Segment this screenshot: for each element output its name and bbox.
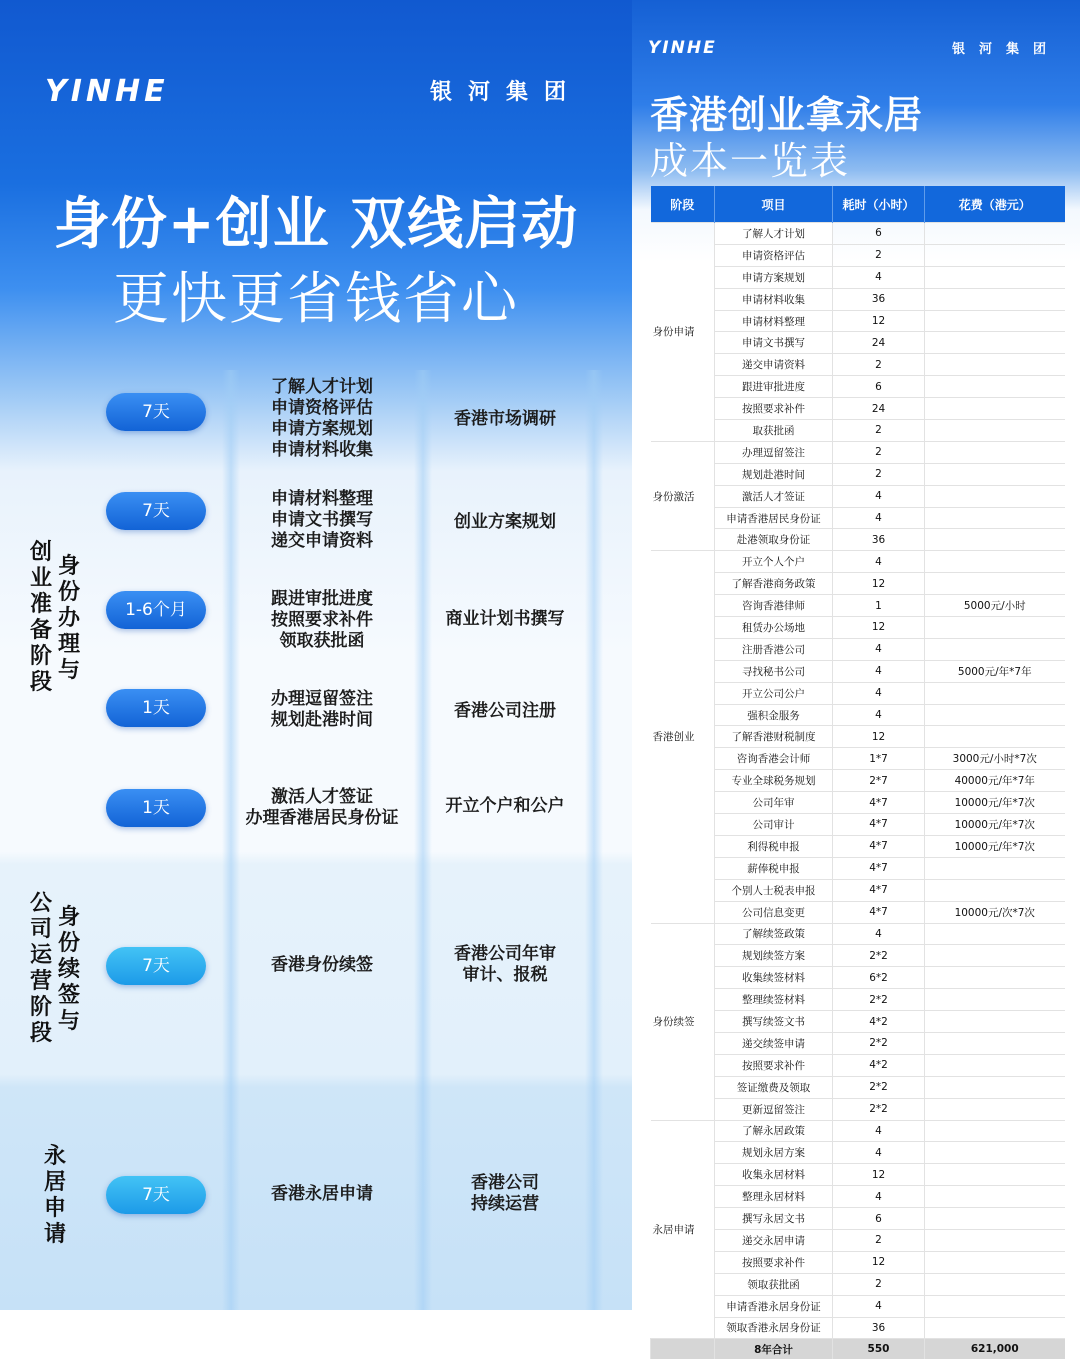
cost-cell: 40000元/年*7年	[925, 770, 1065, 792]
item-cell: 公司审计	[715, 814, 833, 836]
item-cell: 注册香港公司	[715, 638, 833, 660]
hours-cell: 4	[833, 704, 925, 726]
hours-cell: 36	[833, 529, 925, 551]
total-empty-cell	[651, 1339, 715, 1359]
right-panel	[632, 0, 1080, 1356]
cost-table	[650, 186, 1065, 1359]
cost-cell	[925, 857, 1065, 879]
yinhe-logo: YINHE	[45, 74, 169, 109]
item-cell: 强积金服务	[715, 704, 833, 726]
item-cell: 申请文书撰写	[715, 332, 833, 354]
header-item: 项目	[715, 186, 833, 223]
item-cell: 签证缴费及领取	[715, 1076, 833, 1098]
total-hours: 550	[833, 1339, 925, 1359]
hours-cell: 24	[833, 398, 925, 420]
item-cell: 了解香港财税制度	[715, 726, 833, 748]
total-cost: 621,000	[925, 1339, 1065, 1359]
cost-cell	[925, 507, 1065, 529]
duration-pill: 7天	[106, 393, 206, 431]
cost-cell	[925, 1251, 1065, 1273]
item-cell: 租赁办公场地	[715, 617, 833, 639]
stage-cell: 香港创业	[651, 551, 715, 923]
stage-cell: 永居申请	[651, 1120, 715, 1339]
hours-cell: 2	[833, 463, 925, 485]
stage-label: 公司运营阶段	[29, 891, 52, 1046]
item-cell: 规划续签方案	[715, 945, 833, 967]
hours-cell: 12	[833, 617, 925, 639]
cost-cell	[925, 989, 1065, 1011]
item-cell: 了解香港商务政策	[715, 573, 833, 595]
cost-cell	[925, 420, 1065, 442]
business-step: 香港市场调研	[454, 409, 556, 429]
stage-cell: 身份申请	[651, 223, 715, 442]
brand-name: 银河集团	[429, 80, 582, 105]
cost-cell	[925, 1120, 1065, 1142]
hours-cell: 6	[833, 376, 925, 398]
hours-cell: 6	[833, 1208, 925, 1230]
table-row	[651, 441, 1065, 463]
hours-cell: 2	[833, 1273, 925, 1295]
table-row	[651, 1120, 1065, 1142]
cost-cell	[925, 354, 1065, 376]
page-title: 身份+创业 双线启动	[53, 192, 579, 257]
task-list: 申请材料整理 申请文书撰写 递交申请资料	[271, 489, 373, 551]
cost-cell	[925, 967, 1065, 989]
item-cell: 申请香港居民身份证	[715, 507, 833, 529]
task-list: 香港身份续签	[271, 955, 373, 975]
header-stage: 阶段	[651, 186, 715, 223]
hours-cell: 4	[833, 1295, 925, 1317]
item-cell: 了解永居政策	[715, 1120, 833, 1142]
duration-pill: 1天	[106, 689, 206, 727]
hours-cell: 4*7	[833, 857, 925, 879]
cost-cell: 3000元/小时*7次	[925, 748, 1065, 770]
stage-label: 创业准备阶段	[29, 540, 52, 695]
total-row	[651, 1339, 1065, 1359]
hours-cell: 2*2	[833, 1032, 925, 1054]
item-cell: 更新逗留签注	[715, 1098, 833, 1120]
hours-cell: 4	[833, 660, 925, 682]
hours-cell: 2*7	[833, 770, 925, 792]
cost-cell	[925, 879, 1065, 901]
item-cell: 收集永居材料	[715, 1164, 833, 1186]
item-cell: 递交续签申请	[715, 1032, 833, 1054]
table-row	[651, 551, 1065, 573]
header-hours: 耗时（小时）	[833, 186, 925, 223]
item-cell: 跟进审批进度	[715, 376, 833, 398]
table-header-row	[651, 186, 1065, 223]
cost-cell	[925, 638, 1065, 660]
item-cell: 规划赴港时间	[715, 463, 833, 485]
table-subtitle: 成本一览表	[650, 139, 851, 183]
hours-cell: 2*2	[833, 1076, 925, 1098]
item-cell: 薪俸税申报	[715, 857, 833, 879]
cost-cell	[925, 923, 1065, 945]
cost-cell	[925, 1317, 1065, 1339]
cost-cell	[925, 376, 1065, 398]
cost-cell	[925, 332, 1065, 354]
cost-cell	[925, 1076, 1065, 1098]
hours-cell: 12	[833, 726, 925, 748]
item-cell: 申请资格评估	[715, 244, 833, 266]
hours-cell: 12	[833, 310, 925, 332]
hours-cell: 4	[833, 266, 925, 288]
cost-cell: 10000元/次*7次	[925, 901, 1065, 923]
cost-cell	[925, 617, 1065, 639]
hours-cell: 4	[833, 1120, 925, 1142]
cost-cell	[925, 551, 1065, 573]
item-cell: 领取香港永居身份证	[715, 1317, 833, 1339]
cost-cell	[925, 1273, 1065, 1295]
item-cell: 个别人士税表申报	[715, 879, 833, 901]
page-subtitle: 更快更省钱省心	[113, 267, 519, 332]
item-cell: 专业全球税务规划	[715, 770, 833, 792]
table-row	[651, 923, 1065, 945]
item-cell: 咨询香港会计师	[715, 748, 833, 770]
cost-cell	[925, 244, 1065, 266]
item-cell: 寻找秘书公司	[715, 660, 833, 682]
hours-cell: 4	[833, 507, 925, 529]
item-cell: 规划永居方案	[715, 1142, 833, 1164]
hours-cell: 4	[833, 1142, 925, 1164]
duration-pill: 1天	[106, 789, 206, 827]
cost-cell	[925, 1186, 1065, 1208]
hours-cell: 2	[833, 1229, 925, 1251]
task-list: 激活人才签证 办理香港居民身份证	[245, 787, 399, 828]
item-cell: 了解人才计划	[715, 223, 833, 245]
business-step: 香港公司 持续运营	[471, 1173, 539, 1214]
cost-cell	[925, 1011, 1065, 1033]
cost-cell	[925, 1032, 1065, 1054]
hours-cell: 4	[833, 923, 925, 945]
hours-cell: 2*2	[833, 989, 925, 1011]
stage-label: 身份办理与	[57, 554, 80, 683]
item-cell: 按照要求补件	[715, 1054, 833, 1076]
item-cell: 领取获批函	[715, 1273, 833, 1295]
cost-cell	[925, 573, 1065, 595]
hours-cell: 36	[833, 288, 925, 310]
stage-label: 身份续签与	[57, 905, 80, 1034]
hours-cell: 12	[833, 1164, 925, 1186]
hours-cell: 2	[833, 441, 925, 463]
duration-pill: 7天	[106, 947, 206, 985]
cost-cell: 10000元/年*7次	[925, 835, 1065, 857]
item-cell: 赴港领取身份证	[715, 529, 833, 551]
item-cell: 开立个人个户	[715, 551, 833, 573]
task-list: 办理逗留签注 规划赴港时间	[271, 689, 373, 730]
hours-cell: 1	[833, 595, 925, 617]
task-list: 跟进审批进度 按照要求补件 领取获批函	[271, 589, 373, 651]
item-cell: 公司年审	[715, 792, 833, 814]
task-list: 了解人才计划 申请资格评估 申请方案规划 申请材料收集	[271, 377, 373, 460]
hours-cell: 4	[833, 485, 925, 507]
item-cell: 申请材料收集	[715, 288, 833, 310]
duration-pill: 7天	[106, 1176, 206, 1214]
cost-cell	[925, 310, 1065, 332]
cost-cell	[925, 1142, 1065, 1164]
task-list: 香港永居申请	[271, 1184, 373, 1204]
business-step: 商业计划书撰写	[445, 609, 565, 629]
cost-cell	[925, 682, 1065, 704]
item-cell: 按照要求补件	[715, 398, 833, 420]
item-cell: 咨询香港律师	[715, 595, 833, 617]
cost-cell	[925, 441, 1065, 463]
hours-cell: 12	[833, 573, 925, 595]
cost-cell: 10000元/年*7次	[925, 792, 1065, 814]
column-divider	[585, 370, 603, 1310]
cost-cell	[925, 223, 1065, 245]
header-cost: 花费（港元）	[925, 186, 1065, 223]
cost-cell	[925, 1054, 1065, 1076]
hours-cell: 2	[833, 244, 925, 266]
item-cell: 撰写永居文书	[715, 1208, 833, 1230]
cost-cell	[925, 398, 1065, 420]
hours-cell: 2*2	[833, 945, 925, 967]
hours-cell: 4*7	[833, 814, 925, 836]
hours-cell: 4*7	[833, 792, 925, 814]
hours-cell: 4*2	[833, 1054, 925, 1076]
business-step: 创业方案规划	[454, 512, 556, 532]
item-cell: 开立公司公户	[715, 682, 833, 704]
cost-cell	[925, 726, 1065, 748]
cost-cell	[925, 266, 1065, 288]
hours-cell: 4	[833, 1186, 925, 1208]
item-cell: 收集续签材料	[715, 967, 833, 989]
item-cell: 按照要求补件	[715, 1251, 833, 1273]
cost-cell	[925, 288, 1065, 310]
stage-cell: 身份激活	[651, 441, 715, 550]
item-cell: 递交永居申请	[715, 1229, 833, 1251]
yinhe-logo: YINHE	[648, 38, 717, 58]
duration-pill: 7天	[106, 492, 206, 530]
table-row	[651, 223, 1065, 245]
cost-cell	[925, 945, 1065, 967]
cost-cell	[925, 529, 1065, 551]
cost-cell: 10000元/年*7次	[925, 814, 1065, 836]
column-divider	[414, 370, 432, 1310]
hours-cell: 4*7	[833, 835, 925, 857]
item-cell: 申请香港永居身份证	[715, 1295, 833, 1317]
hours-cell: 4	[833, 638, 925, 660]
stage-cell: 身份续签	[651, 923, 715, 1120]
hours-cell: 36	[833, 1317, 925, 1339]
cost-cell: 5000元/小时	[925, 595, 1065, 617]
business-step: 香港公司年审 审计、报税	[454, 944, 556, 985]
hours-cell: 1*7	[833, 748, 925, 770]
item-cell: 办理逗留签注	[715, 441, 833, 463]
hours-cell: 12	[833, 1251, 925, 1273]
table-title: 香港创业拿永居	[650, 93, 924, 137]
hours-cell: 4	[833, 682, 925, 704]
business-step: 开立个户和公户	[445, 796, 565, 816]
hours-cell: 2	[833, 420, 925, 442]
hours-cell: 4*7	[833, 901, 925, 923]
item-cell: 了解续签政策	[715, 923, 833, 945]
hours-cell: 2	[833, 354, 925, 376]
total-label: 8年合计	[715, 1339, 833, 1359]
item-cell: 激活人才签证	[715, 485, 833, 507]
hours-cell: 4	[833, 551, 925, 573]
item-cell: 整理续签材料	[715, 989, 833, 1011]
cost-cell	[925, 1164, 1065, 1186]
cost-cell	[925, 1229, 1065, 1251]
stage-label: 永居申请	[43, 1144, 66, 1247]
item-cell: 撰写续签文书	[715, 1011, 833, 1033]
cost-cell	[925, 1295, 1065, 1317]
cost-cell	[925, 485, 1065, 507]
hours-cell: 6	[833, 223, 925, 245]
brand-name: 银河集团	[951, 42, 1060, 57]
cost-cell	[925, 704, 1065, 726]
cost-cell	[925, 1208, 1065, 1230]
item-cell: 利得税申报	[715, 835, 833, 857]
item-cell: 取获批函	[715, 420, 833, 442]
item-cell: 申请材料整理	[715, 310, 833, 332]
duration-pill: 1-6个月	[106, 591, 206, 629]
business-step: 香港公司注册	[454, 701, 556, 721]
hours-cell: 24	[833, 332, 925, 354]
cost-cell	[925, 463, 1065, 485]
item-cell: 公司信息变更	[715, 901, 833, 923]
item-cell: 递交申请资料	[715, 354, 833, 376]
hours-cell: 4*7	[833, 879, 925, 901]
item-cell: 申请方案规划	[715, 266, 833, 288]
item-cell: 整理永居材料	[715, 1186, 833, 1208]
hours-cell: 2*2	[833, 1098, 925, 1120]
cost-cell: 5000元/年*7年	[925, 660, 1065, 682]
cost-cell	[925, 1098, 1065, 1120]
hours-cell: 6*2	[833, 967, 925, 989]
hours-cell: 4*2	[833, 1011, 925, 1033]
